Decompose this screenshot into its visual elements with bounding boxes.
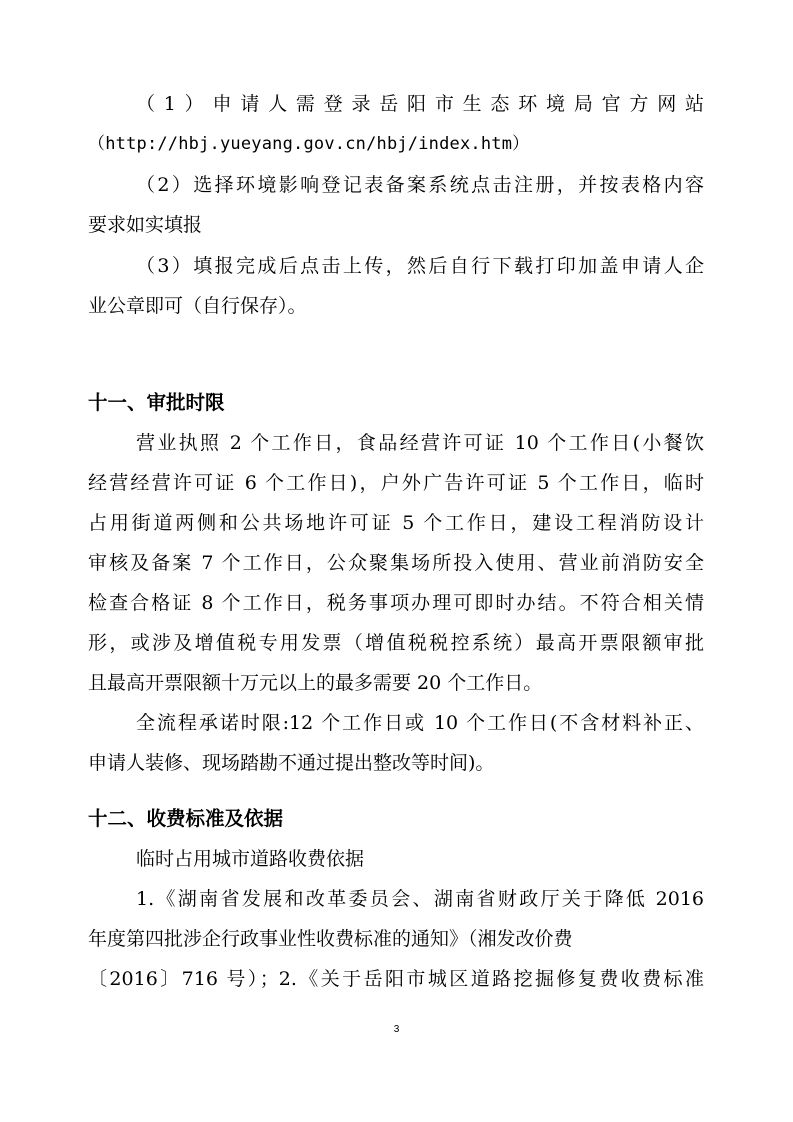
fee-basis-subheading: 临时占用城市道路收费依据 [136,848,365,870]
commitment-line-1: 全流程承诺时限:12 个工作日或 10 个工作日(不含材料补正、 [136,712,704,734]
approval-line-1: 营业执照 2 个工作日，食品经营许可证 10 个工作日(小餐饮 [136,432,704,454]
fee-basis-line-3: 〔2016〕716 号）；2.《关于岳阳市城区道路挖掘修复费收费标准 [88,968,704,990]
approval-line-4: 审核及备案 7 个工作日，公众聚集场所投入使用、营业前消防安全 [88,552,704,574]
website-url: （http://hbj.yueyang.gov.cn/hbj/index.htm） [88,134,530,154]
approval-line-3: 占用街道两侧和公共场地许可证 5 个工作日，建设工程消防设计 [88,512,704,534]
section-12-heading: 十二、收费标准及依据 [88,807,284,830]
fee-basis-line-1: 1.《湖南省发展和改革委员会、湖南省财政厅关于降低 2016 [136,888,704,910]
approval-line-7: 且最高开票限额十万元以上的最多需要 20 个工作日。 [88,672,543,694]
item-3-line-1: （3）填报完成后点击上传，然后自行下载打印加盖申请人企 [136,255,704,277]
item-1-line-1: （1）申请人需登录岳阳市生态环境局官方网站 [136,93,704,115]
item-2-line-2: 要求如实填报 [88,214,203,236]
approval-line-6: 形，或涉及增值税专用发票（增值税税控系统）最高开票限额审批 [88,632,704,654]
section-11-heading: 十一、审批时限 [88,391,225,414]
item-3-line-2: 业公章即可（自行保存）。 [88,295,307,317]
commitment-line-2: 申请人装修、现场踏勘不通过提出整改等时间)。 [88,752,495,774]
fee-basis-line-2: 年度第四批涉企行政事业性收费标准的通知》（湘发改价费 [88,928,573,950]
page-number: 3 [393,1024,400,1035]
item-2-line-1: （2）选择环境影响登记表备案系统点击注册，并按表格内容 [136,174,704,196]
approval-line-2: 经营经营许可证 6 个工作日)，户外广告许可证 5 个工作日，临时 [88,472,704,494]
approval-line-5: 检查合格证 8 个工作日，税务事项办理可即时办结。不符合相关情 [88,592,704,614]
